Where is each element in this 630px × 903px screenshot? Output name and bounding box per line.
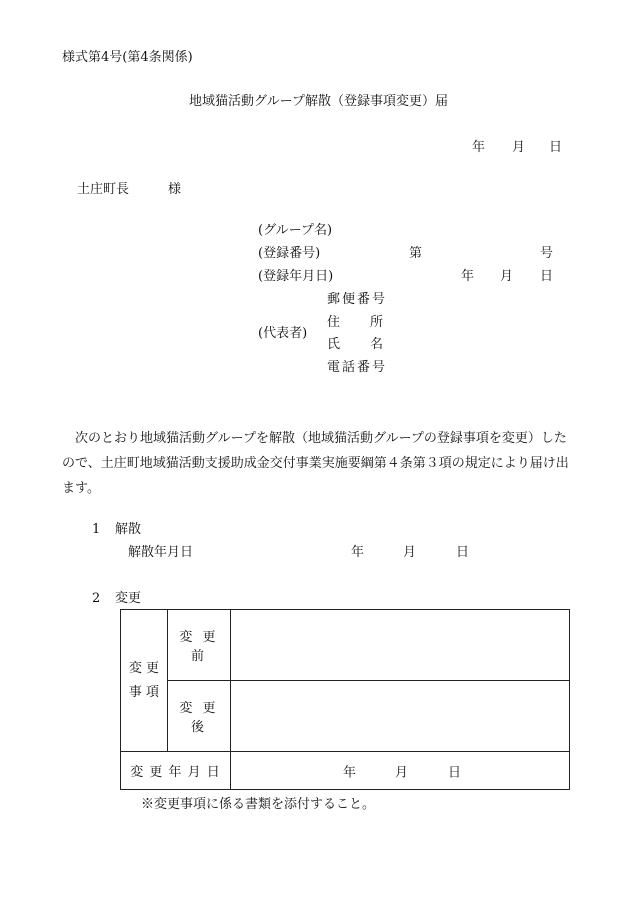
category-line-2: 事 項 [128, 684, 160, 700]
section2-number: 2 [92, 591, 101, 606]
addressee-honorific: 様 [168, 182, 182, 197]
body-line-1: 次のとおり地域猫活動グループを解散（地域猫活動グループの登録事項を変更）した [75, 431, 567, 446]
address-label-part2: 所 [370, 315, 384, 330]
change-items-category [121, 610, 168, 752]
category-line-1: 変 更 [128, 660, 160, 676]
postal-code-label: 郵便番号 [327, 292, 388, 307]
header-date-day: 日 [549, 140, 563, 155]
body-line-2: ので、土庄町地域猫活動支援助成金交付事業実施要綱第４条第３項の規定により届け出 [62, 456, 569, 471]
reg-date-label: (登録年月日) [258, 269, 334, 284]
dissolution-date-month: 月 [403, 545, 417, 560]
reg-number-suffix: 号 [540, 246, 554, 261]
dissolution-date-year: 年 [351, 545, 365, 560]
attachment-note: ※変更事項に係る書類を添付すること。 [141, 797, 376, 812]
reg-date-month: 月 [500, 269, 514, 284]
section1-heading: 解散 [115, 522, 142, 537]
group-name-label: (グループ名) [258, 223, 333, 238]
change-date-label: 変 更 年 月 日 [121, 752, 231, 790]
reg-date-year: 年 [461, 269, 475, 284]
phone-label: 電話番号 [327, 360, 388, 375]
dissolution-date-day: 日 [456, 545, 470, 560]
after-change-label: 変 更 後 [168, 681, 231, 752]
addressee-name: 土庄町長 [77, 182, 130, 197]
change-table [120, 609, 570, 790]
section2-heading: 変更 [115, 591, 142, 606]
address-label-part1: 住 [327, 315, 341, 330]
reg-number-label: (登録番号) [258, 246, 321, 261]
change-date-day: 日 [448, 765, 462, 780]
change-date-year: 年 [343, 765, 357, 780]
reg-date-day: 日 [540, 269, 554, 284]
name-label-part2: 名 [370, 337, 384, 352]
name-label-part1: 氏 [327, 337, 341, 352]
body-line-3: ます。 [62, 481, 100, 496]
header-date-year: 年 [472, 140, 486, 155]
reg-number-prefix: 第 [409, 246, 423, 261]
representative-label: (代表者) [258, 326, 308, 341]
change-date-field[interactable] [231, 752, 570, 790]
change-date-month: 月 [395, 765, 409, 780]
before-change-label: 変 更 前 [168, 610, 231, 681]
header-date-month: 月 [512, 140, 526, 155]
after-change-field[interactable] [231, 681, 570, 752]
before-change-field[interactable] [231, 610, 570, 681]
document-title: 地域猫活動グループ解散（登録事項変更）届 [189, 94, 448, 109]
form-number: 様式第4号(第4条関係) [62, 50, 193, 65]
body-paragraph [62, 426, 582, 501]
dissolution-date-label: 解散年月日 [128, 545, 194, 560]
section1-number: 1 [92, 522, 101, 537]
